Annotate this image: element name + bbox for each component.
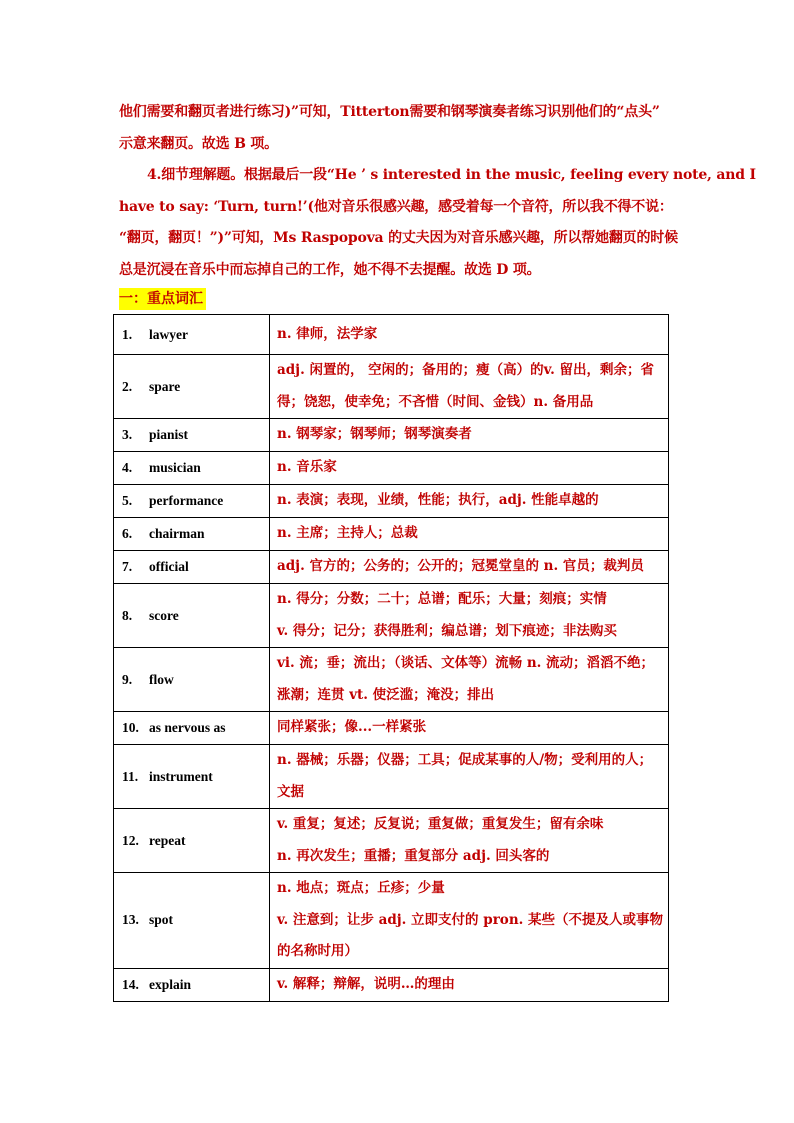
vocab-number: 10.: [122, 720, 139, 735]
vocab-definition-cell: [270, 518, 669, 551]
text-line: 他们需要和翻页者进行练习)”可知，Titterton需要和钢琴演奏者练习识别他们的“点头”: [119, 104, 660, 120]
vocab-number: 13.: [122, 912, 139, 928]
text-line: 4.细节理解题。根据最后一段“He ’ s interested in the music, feeling every note, and I: [147, 167, 756, 183]
vocab-word-cell: [114, 355, 270, 419]
vocabulary-table-body: [114, 315, 669, 1002]
vocab-row: [114, 419, 669, 452]
vocab-word: flow: [149, 671, 174, 687]
vocab-word-cell: [114, 518, 270, 551]
vocab-row: [114, 712, 669, 745]
vocab-definition-line: vi. 流；垂；流出；（谈话、文体等）流畅 n. 流动；滔滔不绝；: [277, 655, 655, 671]
vocab-row: [114, 452, 669, 485]
vocab-word-cell: [114, 648, 270, 712]
vocab-definition-line: 得；饶恕，使幸免；不吝惜（时间、金钱）n. 备用品: [277, 393, 594, 410]
vocab-definition-cell: [270, 712, 669, 745]
vocab-word: performance: [149, 493, 224, 508]
explanation-paragraph-3: [119, 97, 679, 160]
vocab-word-cell: [114, 452, 270, 485]
vocab-word-cell: [114, 873, 270, 969]
vocab-definition-line: adj. 官方的；公务的；公开的；冠冕堂皇的 n. 官员；裁判员: [277, 558, 644, 575]
vocab-word-cell: [114, 315, 270, 355]
vocab-word-cell: [114, 968, 270, 1001]
vocab-word-cell: [114, 485, 270, 518]
vocab-row: [114, 584, 669, 648]
vocab-number: 2.: [122, 378, 133, 394]
vocab-definition-cell: [270, 452, 669, 485]
vocab-definition-cell: [270, 551, 669, 584]
vocab-definition-line: n. 主席；主持人；总裁: [277, 525, 418, 542]
vocab-word: score: [149, 607, 179, 623]
vocab-word: chairman: [149, 526, 205, 541]
vocab-word: pianist: [149, 427, 189, 442]
vocab-row: [114, 551, 669, 584]
vocabulary-table: [113, 314, 669, 1002]
vocab-word-cell: [114, 419, 270, 452]
vocab-definition-cell: [270, 648, 669, 712]
vocab-definition-line: v. 得分；记分；获得胜利；编总谱；划下痕迹；非法购买: [277, 622, 617, 639]
vocab-word-cell: [114, 809, 270, 873]
vocab-definition-line: v. 注意到；让步 adj. 立即支付的 pron. 某些（不提及人或事物: [277, 911, 664, 928]
vocab-number: 11.: [122, 768, 139, 784]
vocab-word: explain: [149, 976, 192, 992]
vocab-number: 1.: [122, 326, 133, 342]
text-line: 示意来翻页。故选 B 项。: [119, 135, 278, 152]
vocab-row: [114, 648, 669, 712]
vocab-word: repeat: [149, 832, 186, 848]
vocab-definition-cell: [270, 745, 669, 809]
vocab-word-cell: [114, 551, 270, 584]
vocab-number: 4.: [122, 460, 133, 475]
vocab-number: 7.: [122, 559, 133, 574]
vocab-definition-cell: [270, 485, 669, 518]
vocab-row: [114, 315, 669, 355]
vocab-definition-cell: [270, 584, 669, 648]
vocab-definition-cell: [270, 315, 669, 355]
vocab-definition-cell: [270, 968, 669, 1001]
vocab-definition-line: n. 地点；斑点；丘疹；少量: [277, 880, 445, 896]
text-line: have to say: ‘Turn, turn!’(他对音乐很感兴趣，感受着每一个音符，所以我不得不说：: [119, 198, 673, 215]
vocab-definition-cell: [270, 355, 669, 419]
vocab-number: 9.: [122, 671, 133, 687]
vocab-number: 3.: [122, 427, 133, 442]
vocab-word: spare: [149, 378, 181, 394]
vocab-definition-cell: [270, 419, 669, 452]
vocab-definition-cell: [270, 809, 669, 873]
vocab-row: [114, 485, 669, 518]
vocab-word: spot: [149, 912, 174, 928]
vocab-word: lawyer: [149, 326, 188, 342]
vocab-definition-line: v. 解释；辩解，说明…的理由: [277, 975, 455, 992]
vocab-definition-line: n. 器械；乐器；仪器；工具；促成某事的人/物；受利用的人；: [277, 752, 653, 768]
vocab-definition-line: n. 再次发生；重播；重复部分 adj. 回头客的: [277, 847, 550, 864]
vocab-definition-line: n. 律师，法学家: [277, 325, 378, 342]
vocab-row: [114, 968, 669, 1001]
explanation-paragraph-4: [119, 160, 756, 286]
vocab-word-cell: [114, 745, 270, 809]
vocab-word: instrument: [149, 768, 213, 784]
vocab-word: as nervous as: [149, 720, 226, 735]
vocab-definition-line: 的名称时用）: [277, 943, 358, 959]
section-heading-key-vocabulary: 一：重点词汇: [119, 288, 206, 310]
vocab-word: official: [149, 559, 189, 574]
vocab-definition-line: v. 重复；复述；反复说；重复做；重复发生；留有余味: [277, 816, 604, 832]
vocab-definition-line: n. 音乐家: [277, 459, 337, 476]
vocab-definition-line: adj. 闲置的， 空闲的；备用的；瘦（高）的v. 留出，剩余；省: [277, 362, 655, 378]
vocab-number: 12.: [122, 832, 139, 848]
vocab-row: [114, 809, 669, 873]
vocab-definition-line: 文据: [277, 783, 304, 800]
vocab-definition-line: 同样紧张；像...一样紧张: [277, 719, 427, 736]
vocab-word: musician: [149, 460, 201, 475]
text-line: 总是沉浸在音乐中而忘掉自己的工作，她不得不去提醒。故选 D 项。: [119, 261, 541, 278]
vocab-number: 14.: [122, 976, 139, 992]
vocab-number: 5.: [122, 493, 133, 508]
text-line: “翻页，翻页！”)”可知，Ms Raspopova 的丈夫因为对音乐感兴趣，所以帮她翻页的时候: [119, 230, 678, 246]
vocab-row: [114, 518, 669, 551]
vocab-definition-line: 涨潮；连贯 vt. 使泛滥；淹没；排出: [277, 686, 495, 703]
vocab-definition-line: n. 表演；表现，业绩，性能；执行，adj. 性能卓越的: [277, 492, 599, 509]
vocab-row: [114, 873, 669, 969]
vocab-row: [114, 355, 669, 419]
vocab-word-cell: [114, 712, 270, 745]
vocab-row: [114, 745, 669, 809]
vocab-word-cell: [114, 584, 270, 648]
vocab-number: 6.: [122, 526, 133, 541]
vocab-definition-line: n. 得分；分数；二十；总谱；配乐；大量；刻痕；实情: [277, 591, 607, 607]
vocab-number: 8.: [122, 607, 133, 623]
vocab-definition-cell: [270, 873, 669, 969]
vocab-definition-line: n. 钢琴家；钢琴师；钢琴演奏者: [277, 426, 472, 443]
